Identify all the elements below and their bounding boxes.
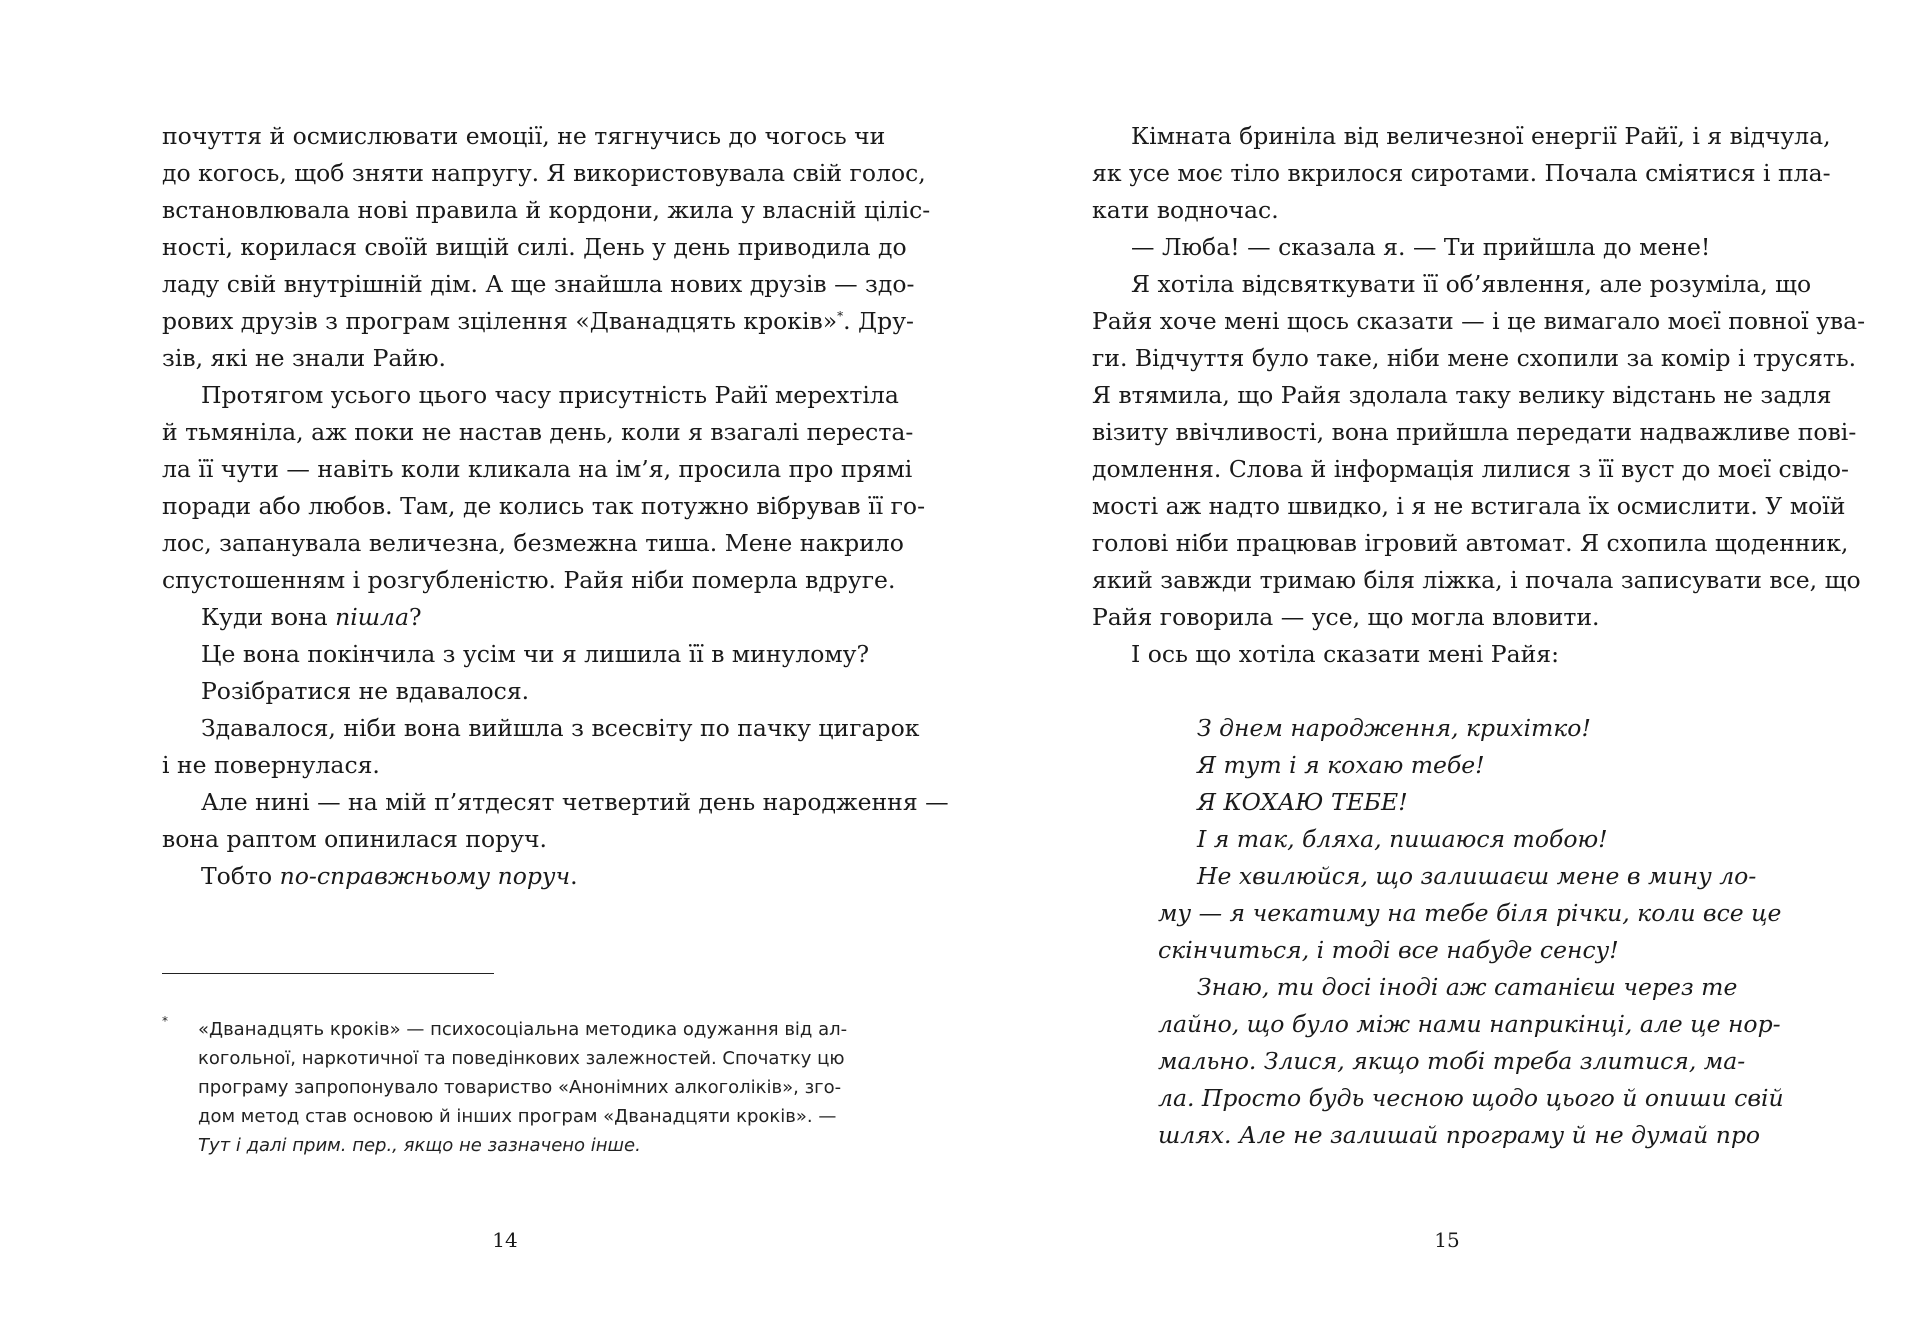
paragraph xyxy=(162,118,931,377)
footnote-line: Тут і далі прим. пер., якщо не зазначено інше. xyxy=(198,1135,641,1156)
text-line: Здавалося, ніби вона вийшла з всесвіту по пачку цигарок xyxy=(201,714,920,742)
poem-line: лайно, що було між нами наприкінці, але це нор- xyxy=(1158,1010,1781,1038)
spacer xyxy=(1092,673,1792,710)
text-line: який завжди тримаю біля ліжка, і почала записувати все, що xyxy=(1092,566,1861,594)
paragraph-continuation xyxy=(162,414,926,599)
paragraph xyxy=(1092,636,1792,673)
text-line xyxy=(162,858,850,895)
text-line: — Люба! — сказала я. — Ти прийшла до мене! xyxy=(1131,233,1711,261)
text-line: Я хотіла відсвяткувати її об’явлення, але розуміла, що xyxy=(1131,270,1812,298)
footnote-line: когольної, наркотичної та поведінкових залежностей. Спочатку цю xyxy=(198,1048,845,1069)
paragraph xyxy=(162,636,870,673)
footnote-line: програму запропонувало товариство «Анонімних алкоголіків», зго- xyxy=(198,1077,842,1098)
text-line: як усе моє тіло вкрилося сиротами. Почала сміятися і пла- xyxy=(1092,159,1831,187)
text-line: до когось, щоб зняти напругу. Я використовувала свій голос, xyxy=(162,159,926,187)
right-page xyxy=(1092,0,1866,1324)
text-line: встановлювала нові правила й кордони, жила у власній ціліс- xyxy=(162,196,931,224)
poem-line: Я КОХАЮ ТЕБЕ! xyxy=(1197,788,1408,816)
text-line: візиту ввічливості, вона прийшла передати надважливе пові- xyxy=(1092,418,1857,446)
paragraph-continuation xyxy=(1092,303,1866,636)
text-fragment: . Дру- xyxy=(843,307,914,335)
text-fragment: ? xyxy=(409,603,422,631)
footnote-body xyxy=(162,1015,850,1160)
poem-line: ла. Просто будь чесною щодо цього й опиши свій xyxy=(1158,1084,1784,1112)
left-page-body xyxy=(162,118,949,895)
text-line: Райя говорила — усе, що могла вловити. xyxy=(1092,603,1600,631)
text-line: мості аж надто швидко, і я не встигала їх осмислити. У моїй xyxy=(1092,492,1846,520)
text-line: ги. Відчуття було таке, ніби мене схопили за комір і трусять. xyxy=(1092,344,1857,372)
text-line xyxy=(162,303,914,340)
poem-line: І я так, бляха, пишаюся тобою! xyxy=(1197,825,1608,853)
footnote-mark: * xyxy=(162,1014,168,1028)
paragraph-continuation xyxy=(162,747,850,784)
text-line: ладу свій внутрішній дім. А ще знайшла нових друзів — здо- xyxy=(162,270,915,298)
footnote-line: дом метод став основою й інших програм «Дванадцяти кроків». — xyxy=(198,1106,837,1127)
paragraph xyxy=(162,784,949,821)
text-fragment: . xyxy=(570,862,578,890)
left-page xyxy=(162,0,949,1324)
text-line: Райя хоче мені щось сказати — і це вимагало моєї повної ува- xyxy=(1092,307,1866,335)
page-number: 15 xyxy=(1434,1228,1460,1252)
text-line: вона раптом опинилася поруч. xyxy=(162,825,548,853)
text-line: й тьмяніла, аж поки не настав день, коли я взагалі переста- xyxy=(162,418,914,446)
text-line: Це вона покінчила з усім чи я лишила її в минулому? xyxy=(201,640,870,668)
paragraph xyxy=(162,377,899,414)
text-line: поради або любов. Там, де колись так потужно вібрував її го- xyxy=(162,492,926,520)
footnote-reference[interactable]: * xyxy=(837,309,844,324)
poem-line: Я тут і я кохаю тебе! xyxy=(1197,751,1485,779)
text-line: спустошенням і розгубленістю. Райя ніби померла вдруге. xyxy=(162,566,896,594)
text-fragment: Тобто xyxy=(201,862,280,890)
poem-line: му — я чекатиму на тебе біля річки, коли все це xyxy=(1158,899,1782,927)
footnote-divider xyxy=(162,973,494,974)
text-line: і не повернулася. xyxy=(162,751,380,779)
text-line: кати водночас. xyxy=(1092,196,1279,224)
poem-line: мально. Злися, якщо тобі треба злитися, ма- xyxy=(1158,1047,1746,1075)
poem-line: З днем народження, крихітко! xyxy=(1197,714,1591,742)
text-line xyxy=(162,599,850,636)
paragraph xyxy=(1092,229,1792,266)
text-fragment: рових друзів з програм зцілення «Дванадцять кроків» xyxy=(162,307,838,335)
text-line: почуття й осмислювати емоції, не тягнучись до чогось чи xyxy=(162,122,886,150)
paragraph xyxy=(162,599,850,636)
text-line: Кімната бриніла від величезної енергії Райї, і я відчула, xyxy=(1131,122,1831,150)
text-line: ла її чути — навіть коли кликала на ім’я, просила про прямі xyxy=(162,455,913,483)
paragraph-continuation xyxy=(162,821,850,858)
text-line: лос, запанувала величезна, безмежна тиша. Мене накрило xyxy=(162,529,904,557)
text-line: ності, корилася своїй вищій силі. День у день приводила до xyxy=(162,233,907,261)
page-number: 14 xyxy=(492,1228,518,1252)
paragraph xyxy=(1092,266,1812,303)
paragraph xyxy=(162,673,850,710)
paragraph xyxy=(1092,118,1831,155)
paragraph xyxy=(162,858,850,895)
text-line: І ось що хотіла сказати мені Райя: xyxy=(1131,640,1560,668)
poem-line: скінчиться, і тоді все набуде сенсу! xyxy=(1158,936,1619,964)
emphasis: по-справжньому поруч xyxy=(279,862,571,890)
text-line: Але нині — на мій п’ятдесят четвертий день народження — xyxy=(201,788,949,816)
paragraph-continuation xyxy=(1092,155,1831,229)
text-line: зів, які не знали Райю. xyxy=(162,344,447,372)
right-page-body xyxy=(1092,118,1866,1154)
text-line: домлення. Слова й інформація лилися з її вуст до моєї свідо- xyxy=(1092,455,1849,483)
text-line: голові ніби працював ігровий автомат. Я схопила щоденник, xyxy=(1092,529,1849,557)
emphasis: пішла xyxy=(335,603,410,631)
poem-line: Не хвилюйся, що залишаєш мене в мину ло- xyxy=(1197,862,1757,890)
poem-line: шлях. Але не залишай програму й не думай про xyxy=(1158,1121,1761,1149)
text-line: Розібратися не вдавалося. xyxy=(201,677,530,705)
text-line: Протягом усього цього часу присутність Райї мерехтіла xyxy=(201,381,899,409)
footnote xyxy=(162,1015,850,1160)
footnote-line: «Дванадцять кроків» — психосоціальна методика одужання від ал- xyxy=(198,1019,848,1040)
text-fragment: Куди вона xyxy=(201,603,336,631)
poem-line: Знаю, ти досі іноді аж сатанієш через те xyxy=(1197,973,1738,1001)
poem xyxy=(1158,710,1784,1154)
paragraph xyxy=(162,710,920,747)
text-line: Я втямила, що Райя здолала таку велику відстань не задля xyxy=(1092,381,1832,409)
